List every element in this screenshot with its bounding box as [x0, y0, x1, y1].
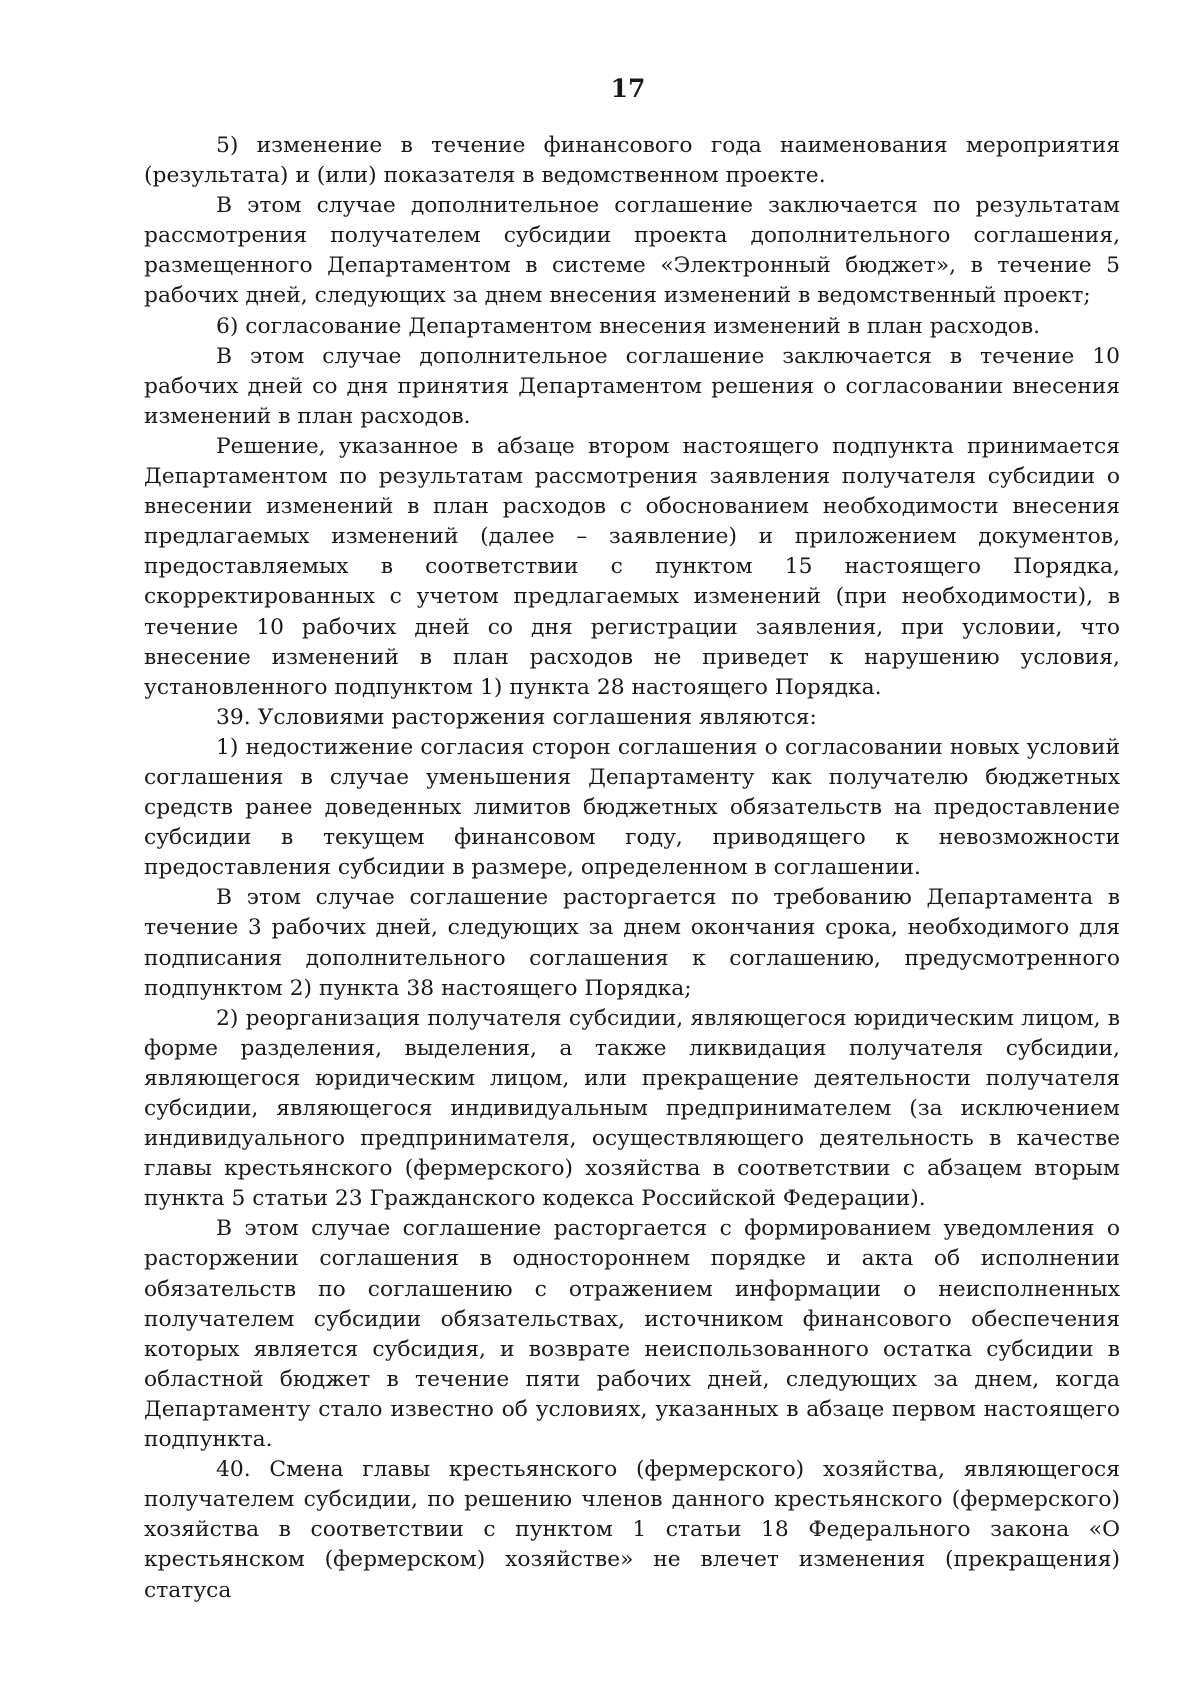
paragraph: В этом случае дополнительное соглашение заключается по результатам рассмотрения получателем субсидии проекта дополнительного соглашения, размещенного Департаментом в системе «Электронный бюджет», в течение 5 рабочих дней, следующих за днем внесения изменений в ведомственный проект; — [144, 193, 1120, 309]
paragraph: 2) реорганизация получателя субсидии, являющегося юридическим лицом, в форме разделения, выделения, а также ликвидация получателя субсидии, являющегося юридическим лицом, или прекращение деятельности получателя субсидии, являющегося индивидуальным предпринимателем (за исключением индивидуального предпринимателя, осуществляющего деятельность в качестве главы крестьянского (фермерского) хозяйства в соответствии с абзацем вторым пункта 5 статьи 23 Гражданского кодекса Российской Федерации). — [144, 1005, 1120, 1212]
paragraph: 40. Смена главы крестьянского (фермерского) хозяйства, являющегося получателем субсидии, по решению членов данного крестьянского (фермерского) хозяйства в соответствии с пунктом 1 статьи 18 Федерального закона «О крестьянском (фермерском) хозяйстве» не влечет изменения (прекращения) статуса — [144, 1457, 1120, 1603]
paragraph: Решение, указанное в абзаце втором настоящего подпункта принимается Департаментом по результатам рассмотрения заявления получателя субсидии о внесении изменений в план расходов с обоснованием необходимости внесения предлагаемых изменений (далее – заявление) и приложением документов, предоставляемых в соответствии с пунктом 15 настоящего Порядка, скорректированных с учетом предлагаемых изменений (при необходимости), в течение 10 рабочих дней со дня регистрации заявления, при условии, что внесение изменений в план расходов не приведет к нарушению условия, установленного подпунктом 1) пункта 28 настоящего Порядка. — [144, 433, 1120, 700]
paragraph: В этом случае соглашение расторгается с формированием уведомления о расторжении соглашения в одностороннем порядке и акта об исполнении обязательств по соглашению с отражением информации о неисполненных получателем субсидии обязательствах, источником финансового обеспечения которых является субсидия, и возврате неиспользованного остатка субсидии в областной бюджет в течение пяти рабочих дней, следующих за днем, когда Департаменту стало известно об условиях, указанных в абзаце первом настоящего подпункта. — [144, 1216, 1120, 1453]
paragraph: В этом случае дополнительное соглашение заключается в течение 10 рабочих дней со дня принятия Департаментом решения о согласовании внесения изменений в план расходов. — [144, 343, 1120, 429]
paragraph: 6) согласование Департаментом внесения изменений в план расходов. — [216, 313, 1041, 339]
document-body — [144, 131, 1120, 1606]
page-number: 17 — [610, 74, 646, 103]
paragraph: 5) изменение в течение финансового года наименования мероприятия (результата) и (или) показателя в ведомственном проекте. — [144, 133, 1120, 189]
paragraph: 1) недостижение согласия сторон соглашения о согласовании новых условий соглашения в случае уменьшения Департаменту как получателю бюджетных средств ранее доведенных лимитов бюджетных обязательств на предоставление субсидии в текущем финансовом году, приводящего к невозможности предоставления субсидии в размере, определенном в соглашении. — [144, 734, 1120, 881]
paragraph: В этом случае соглашение расторгается по требованию Департамента в течение 3 рабочих дней, следующих за днем окончания срока, необходимого для подписания дополнительного соглашения к соглашению, предусмотренного подпунктом 2) пункта 38 настоящего Порядка; — [144, 885, 1120, 1001]
paragraph: 39. Условиями расторжения соглашения являются: — [216, 704, 817, 730]
